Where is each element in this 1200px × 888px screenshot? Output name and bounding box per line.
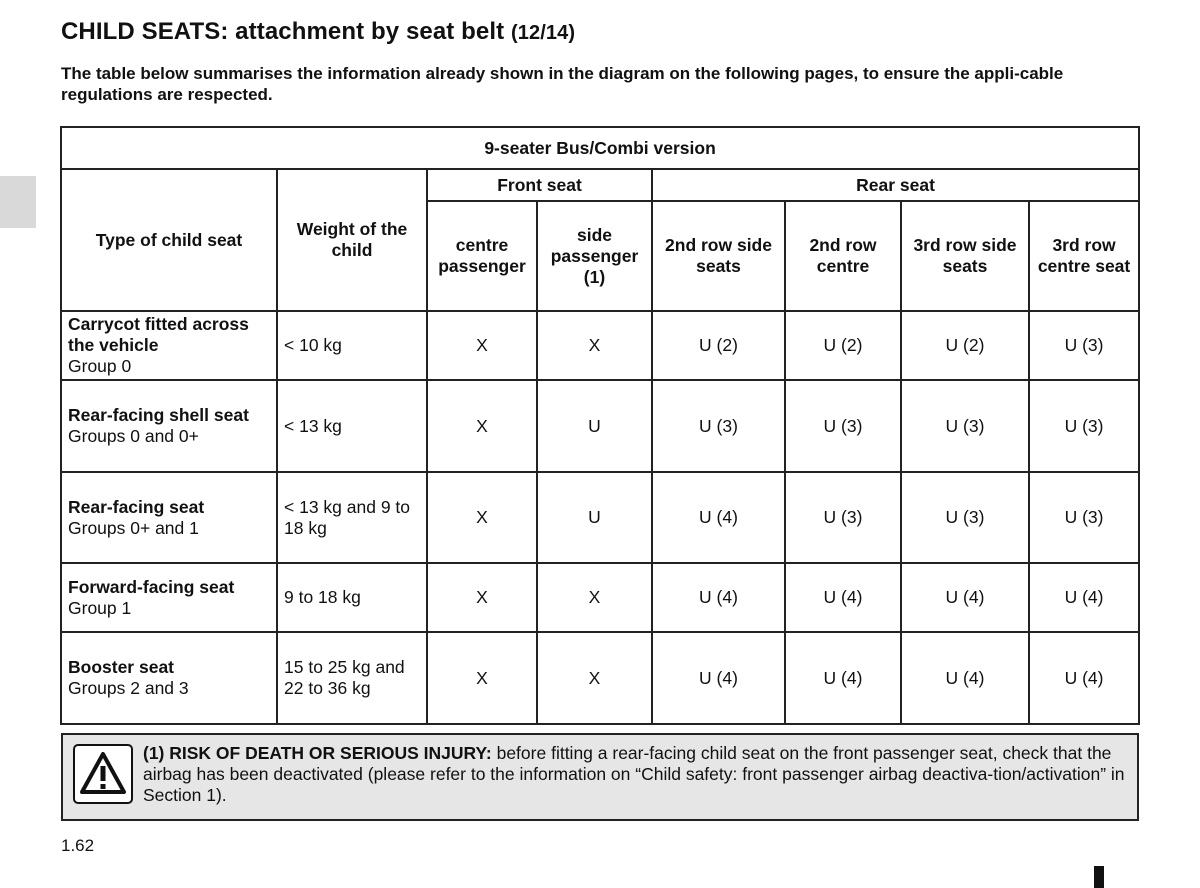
- cell-value: U (3): [1029, 380, 1139, 472]
- cell-value: U (4): [785, 632, 901, 724]
- warning-text: [143, 743, 1128, 806]
- seat-type-group: Groups 2 and 3: [68, 678, 189, 698]
- cell-value: U (4): [901, 563, 1029, 632]
- cell-value: U (3): [785, 380, 901, 472]
- cell-value: U (4): [652, 472, 785, 563]
- warning-triangle-icon: [73, 744, 133, 804]
- header-side-passenger: side passenger (1): [537, 201, 652, 311]
- warning-heading: (1) RISK OF DEATH OR SERIOUS INJURY:: [143, 743, 492, 763]
- cell-seat-type: [61, 632, 277, 724]
- header-front-seat: Front seat: [427, 169, 652, 201]
- cell-value: X: [427, 563, 537, 632]
- table-group-header-row: [61, 169, 1139, 201]
- header-centre-passenger: centre passenger: [427, 201, 537, 311]
- cell-seat-type: [61, 472, 277, 563]
- cell-weight: < 13 kg: [277, 380, 427, 472]
- seat-type-group: Group 1: [68, 597, 132, 618]
- cell-value: U (3): [1029, 311, 1139, 380]
- cell-value: U (3): [901, 380, 1029, 472]
- header-3rd-row-centre: 3rd row centre seat: [1029, 201, 1139, 311]
- cell-weight: 15 to 25 kg and 22 to 36 kg: [277, 632, 427, 724]
- seat-type-name: Carrycot fitted across the vehicle: [68, 314, 249, 355]
- cell-value: U: [537, 472, 652, 563]
- cell-value: U (3): [901, 472, 1029, 563]
- header-3rd-row-side: 3rd row side seats: [901, 201, 1029, 311]
- cell-value: U (4): [901, 632, 1029, 724]
- cell-value: U (4): [785, 563, 901, 632]
- cell-value: U (4): [652, 563, 785, 632]
- page-title-counter: (12/14): [511, 22, 576, 44]
- header-2nd-row-centre: 2nd row centre: [785, 201, 901, 311]
- cell-weight: < 13 kg and 9 to 18 kg: [277, 472, 427, 563]
- page-edge-mark: [1094, 866, 1104, 888]
- cell-weight: 9 to 18 kg: [277, 563, 427, 632]
- seat-type-name: Rear-facing shell seat: [68, 405, 249, 425]
- header-weight: Weight of the child: [277, 169, 427, 311]
- table-row: [61, 632, 1139, 724]
- seat-type-name: Booster seat: [68, 657, 175, 677]
- seat-type-name: Forward-facing seat: [68, 576, 235, 597]
- cell-value: U (2): [901, 311, 1029, 380]
- seat-type-group: Groups 0+ and 1: [68, 517, 199, 538]
- section-side-tab: [0, 176, 36, 228]
- cell-seat-type: [61, 563, 277, 632]
- table-row: [61, 563, 1139, 632]
- page-number: 1.62: [61, 836, 95, 855]
- cell-value: X: [427, 472, 537, 563]
- cell-value: U (4): [1029, 563, 1139, 632]
- cell-value: X: [427, 311, 537, 380]
- header-2nd-row-side: 2nd row side seats: [652, 201, 785, 311]
- child-seat-table: [60, 126, 1140, 725]
- table-caption: 9-seater Bus/Combi version: [61, 127, 1139, 169]
- warning-box: [61, 733, 1139, 821]
- seat-type-group: Group 0: [68, 356, 132, 376]
- table-caption-row: [61, 127, 1139, 169]
- table-row: [61, 472, 1139, 563]
- cell-seat-type: [61, 311, 277, 380]
- page-title-text: CHILD SEATS: attachment by seat belt: [61, 18, 505, 45]
- seat-type-name: Rear-facing seat: [68, 496, 205, 517]
- table-row: [61, 311, 1139, 380]
- cell-seat-type: [61, 380, 277, 472]
- cell-value: U (2): [652, 311, 785, 380]
- cell-value: U (3): [652, 380, 785, 472]
- table-row: [61, 380, 1139, 472]
- page-title: [61, 18, 575, 46]
- cell-value: U: [537, 380, 652, 472]
- cell-weight: < 10 kg: [277, 311, 427, 380]
- warning-body: before fitting a rear-facing child seat on the front passenger seat, check that the airbag has been deactivated (please refer to the information on “Child safety: front passenger airbag deactiva-tion/activation” in Section 1).: [143, 743, 1125, 805]
- cell-value: U (4): [652, 632, 785, 724]
- seat-type-group: Groups 0 and 0+: [68, 426, 199, 446]
- header-rear-seat: Rear seat: [652, 169, 1139, 201]
- intro-paragraph: The table below summarises the information already shown in the diagram on the following pages, to ensure the appli-cable regulations are respected.: [61, 64, 1064, 104]
- cell-value: U (2): [785, 311, 901, 380]
- cell-value: X: [537, 563, 652, 632]
- cell-value: X: [537, 311, 652, 380]
- cell-value: X: [427, 632, 537, 724]
- cell-value: U (4): [1029, 632, 1139, 724]
- cell-value: X: [427, 380, 537, 472]
- cell-value: U (3): [1029, 472, 1139, 563]
- header-type: Type of child seat: [61, 169, 277, 311]
- cell-value: X: [537, 632, 652, 724]
- cell-value: U (3): [785, 472, 901, 563]
